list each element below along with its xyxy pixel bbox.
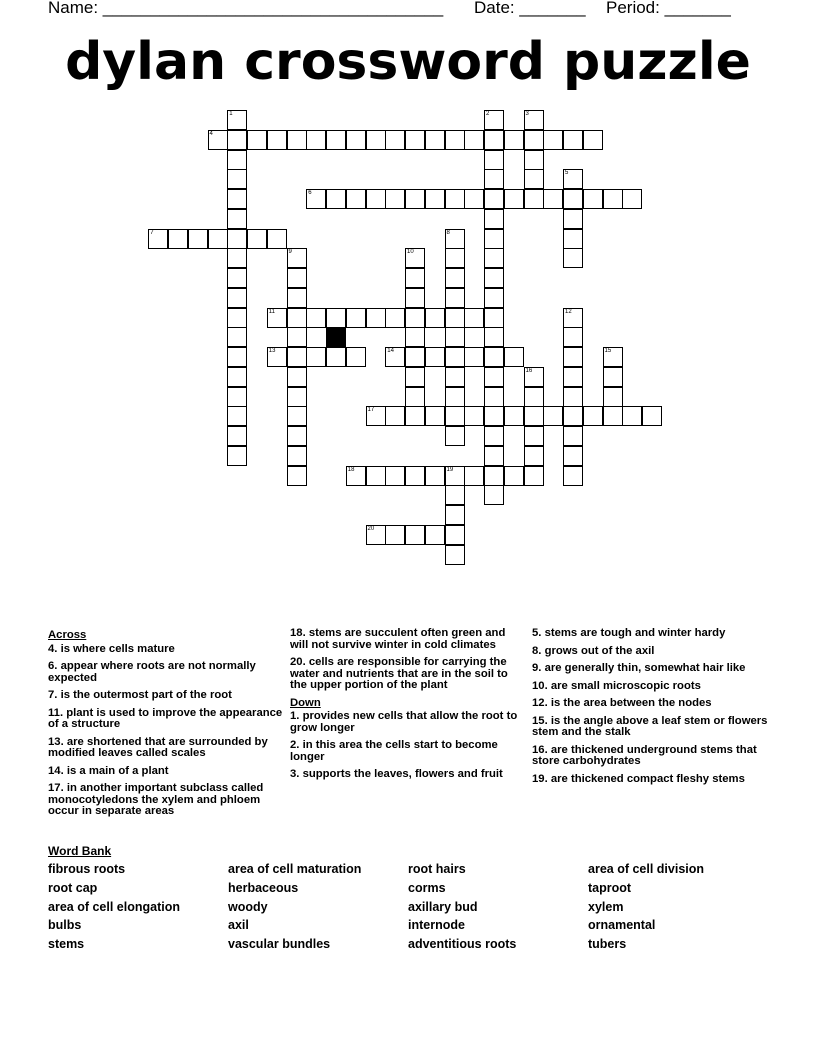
crossword-cell[interactable] [445,545,465,565]
crossword-cell[interactable] [484,308,504,328]
crossword-cell[interactable] [267,130,287,150]
clue [532,774,768,786]
crossword-cell[interactable] [464,189,484,209]
clue-text: are generally thin, somewhat hair like [544,662,746,674]
crossword-cell[interactable] [524,387,544,407]
crossword-cell[interactable] [287,248,307,268]
crossword-cell[interactable] [385,308,405,328]
clue-number: 14 [387,348,394,354]
crossword-cell[interactable] [366,130,386,150]
crossword-cell[interactable] [287,367,307,387]
crossword-cell[interactable] [227,387,247,407]
clue [48,690,284,702]
crossword-cell[interactable] [405,308,425,328]
word-bank-title: Word Bank [48,844,112,858]
crossword-cell[interactable] [306,308,326,328]
clue-text: plant is used to improve the appearance of a structure [48,706,283,730]
crossword-cell[interactable] [583,130,603,150]
clue-number: 11 [268,308,275,315]
crossword-cell[interactable] [464,406,484,426]
word-bank-item: area of cell division [588,862,705,876]
crossword-cell[interactable] [385,406,405,426]
crossword-cell[interactable] [287,308,307,328]
crossword-cell[interactable] [563,387,583,407]
crossword-cell[interactable] [445,248,465,268]
crossword-cell[interactable] [445,189,465,209]
clue [290,769,526,781]
crossword-cell[interactable] [366,308,386,328]
crossword-cell[interactable] [326,347,346,367]
crossword-cell[interactable] [464,466,484,486]
clue-number: 11. [48,706,67,719]
crossword-cell[interactable] [524,169,544,189]
crossword-cell[interactable] [504,130,524,150]
clue-number: 2 [486,111,490,117]
crossword-cell[interactable] [484,189,504,209]
crossword-cell[interactable] [563,466,583,486]
crossword-cell[interactable] [484,110,504,130]
crossword-cell[interactable] [563,189,583,209]
word-bank-item: area of cell maturation [228,862,362,876]
crossword-cell[interactable] [405,367,425,387]
crossword-cell[interactable] [445,229,465,249]
clue-number: 16. [532,743,551,756]
crossword-cell[interactable] [287,446,307,466]
clue-number: 10. [532,679,551,692]
word-bank-item: woody [228,899,268,914]
clue-number: 18 [347,466,355,473]
word-bank-item: ornamental [588,918,656,933]
word-bank-item: axillary bud [408,899,478,914]
crossword-cell[interactable] [524,150,544,170]
crossword-cell[interactable] [346,130,366,150]
crossword-cell[interactable] [484,288,504,308]
crossword-cell[interactable] [622,189,642,209]
crossword-cell[interactable] [366,525,386,545]
clue-text: stems are tough and winter hardy [544,627,726,639]
clue [532,646,768,658]
crossword-cell[interactable] [504,347,524,367]
crossword-cell[interactable] [563,367,583,387]
clue-text: cells are responsible for carrying the water and nutrients that are in the soil to the upper portion of the plant [290,656,508,691]
clue [532,716,768,739]
crossword-cell[interactable] [346,189,366,209]
clue-text: grows out of the axil [544,644,655,657]
clue-text: is where cells mature [60,642,175,655]
across-heading: Across [48,629,87,641]
crossword-cell[interactable] [287,426,307,446]
crossword-cell[interactable] [227,308,247,328]
crossword-cell[interactable] [484,327,504,347]
crossword-cell[interactable] [563,347,583,367]
crossword-cell[interactable] [425,130,445,150]
crossword-cell[interactable] [306,130,326,150]
down-heading: Down [290,696,321,709]
crossword-cell[interactable] [306,189,326,209]
clue [48,783,284,818]
clue [48,661,284,684]
crossword-cell[interactable] [563,426,583,446]
crossword-cell[interactable] [445,426,465,446]
crossword-cell[interactable] [366,406,386,426]
crossword-cell[interactable] [445,505,465,525]
crossword-cell[interactable] [267,229,287,249]
clue-text: is the area between the nodes [550,697,712,709]
crossword-cell[interactable] [484,268,504,288]
crossword-cell[interactable] [445,485,465,505]
clue-number: 16 [525,367,533,374]
crossword-cell[interactable] [227,426,247,446]
crossword-cell[interactable] [227,169,247,189]
crossword-cell[interactable] [603,347,623,367]
clue-number: 20 [367,525,375,532]
clue-number: 3. [290,768,303,780]
crossword-cell[interactable] [385,525,405,545]
crossword-cell[interactable] [287,387,307,407]
crossword-cell[interactable] [464,308,484,328]
crossword-cell[interactable] [227,130,247,150]
crossword-cell[interactable] [346,466,366,486]
crossword-cell[interactable] [425,347,445,367]
crossword-cell[interactable] [168,229,188,249]
crossword-cell[interactable] [326,130,346,150]
crossword-cell[interactable] [405,406,425,426]
crossword-cell[interactable] [405,189,425,209]
crossword-cell[interactable] [524,446,544,466]
clue [532,745,768,768]
crossword-cell[interactable] [287,406,307,426]
crossword-cell[interactable] [425,308,445,328]
crossword-cell[interactable] [148,229,168,249]
crossword-cell[interactable] [524,406,544,426]
clues-column-1 [48,628,284,824]
clue-number: 12 [565,308,572,315]
clue-number: 5. [532,627,545,639]
crossword-cell[interactable] [484,248,504,268]
crossword-cell[interactable] [543,130,563,150]
clue [48,766,284,778]
clue-number: 15 [604,348,612,354]
crossword-cell[interactable] [227,209,247,229]
crossword-cell[interactable] [227,347,247,367]
crossword-cell[interactable] [385,466,405,486]
crossword-cell[interactable] [405,268,425,288]
crossword-cell[interactable] [425,406,445,426]
crossword-cell[interactable] [484,387,504,407]
clue-text: appear where roots are not normally expected [48,660,256,684]
clue [48,737,284,760]
clue-number: 17. [48,782,67,794]
clue-number: 2. [290,739,303,751]
crossword-cell[interactable] [484,209,504,229]
crossword-cell[interactable] [563,229,583,249]
crossword-cell[interactable] [484,150,504,170]
across-clues-list [48,644,284,818]
crossword-cell[interactable] [405,466,425,486]
crossword-cell[interactable] [287,130,307,150]
crossword-cell[interactable] [524,189,544,209]
crossword-cell[interactable] [484,466,504,486]
clue-number: 15. [532,714,551,727]
word-bank-item: root hairs [408,862,466,876]
clue-text: supports the leaves, flowers and fruit [302,768,503,780]
crossword-cell[interactable] [208,130,228,150]
crossword-cell[interactable] [583,406,603,426]
crossword-cell[interactable] [524,110,544,130]
crossword-cell[interactable] [524,367,544,387]
crossword-cell[interactable] [603,367,623,387]
word-bank-item: area of cell elongation [48,899,180,914]
crossword-cell[interactable] [267,347,287,367]
clues-column-2 [290,628,526,787]
clue-number: 20. [290,656,309,668]
crossword-cell[interactable] [543,189,563,209]
word-bank-item: bulbs [48,918,82,933]
crossword-cell[interactable] [543,406,563,426]
word-bank-item: vascular bundles [228,937,331,952]
word-bank-item: internode [408,918,465,933]
crossword-cell[interactable] [504,189,524,209]
clue-number: 6 [308,190,312,196]
crossword-cell[interactable] [445,268,465,288]
clue-number: 13. [48,735,67,748]
clue [48,708,284,731]
crossword-cell[interactable] [484,485,504,505]
clue-number: 17 [367,407,375,414]
crossword-cell[interactable] [247,130,267,150]
crossword-cell[interactable] [188,229,208,249]
period-field[interactable]: Period: _______ [606,0,731,17]
crossword-cell[interactable] [227,110,247,130]
clue [532,698,768,710]
crossword-cell[interactable] [227,367,247,387]
crossword-cell[interactable] [385,347,405,367]
clue-number: 18. [290,627,309,639]
crossword-cell[interactable] [227,327,247,347]
clue-number: 8 [446,229,450,236]
clue-text: provides new cells that allow the root to grow longer [290,710,518,734]
crossword-cell[interactable] [445,327,465,347]
crossword-cell[interactable] [563,169,583,189]
clue-text: in this area the cells start to become longer [290,739,498,763]
clue [290,740,526,763]
clue [532,681,768,693]
crossword-cell[interactable] [563,248,583,268]
crossword-cell[interactable] [445,367,465,387]
clue [290,657,526,692]
date-field[interactable]: Date: _______ [474,0,586,17]
crossword-cell[interactable] [326,308,346,328]
crossword-cell[interactable] [247,229,267,249]
crossword-cell[interactable] [287,288,307,308]
crossword-cell[interactable] [563,308,583,328]
crossword-cell[interactable] [405,387,425,407]
crossword-cell[interactable] [306,347,326,367]
word-bank-item: xylem [588,899,624,914]
word-bank-item: root cap [48,880,98,895]
crossword-cell[interactable] [326,189,346,209]
clue-number: 8. [532,644,545,657]
crossword-cell[interactable] [346,347,366,367]
page-title: dylan crossword puzzle [65,32,751,92]
crossword-cell[interactable] [642,406,662,426]
down-clues-list-continued [532,628,768,785]
crossword-cell[interactable] [445,347,465,367]
crossword-cell[interactable] [563,209,583,229]
crossword-cell[interactable] [583,189,603,209]
crossword-cell[interactable] [563,406,583,426]
clue-number: 7 [150,229,154,236]
clue-text: are thickened underground stems that store carbohydrates [532,743,757,767]
clue-text: are small microscopic roots [550,679,701,692]
crossword-cell[interactable] [563,446,583,466]
crossword-cell[interactable] [603,387,623,407]
down-clues-list [290,711,526,781]
crossword-cell[interactable] [445,466,465,486]
word-bank-item: adventitious roots [408,937,517,952]
clue-number: 12. [532,697,551,709]
clue-number: 3 [525,111,529,117]
crossword-cell[interactable] [287,268,307,288]
crossword-cell[interactable] [464,130,484,150]
across-clues-list-continued [290,628,526,692]
crossword-cell[interactable] [366,466,386,486]
crossword-cell[interactable] [405,288,425,308]
crossword-cell[interactable] [504,466,524,486]
crossword-cell[interactable] [405,248,425,268]
crossword-cell[interactable] [405,347,425,367]
crossword-cell[interactable] [445,525,465,545]
crossword-cell[interactable] [603,406,623,426]
clue-number: 1 [229,111,233,117]
crossword-cell[interactable] [405,130,425,150]
word-bank-item: fibrous roots [48,862,126,876]
crossword-cell[interactable] [445,387,465,407]
crossword-cell[interactable] [405,525,425,545]
crossword-cell[interactable] [208,229,228,249]
clue-number: 13 [268,348,276,354]
word-bank-item: corms [408,880,446,895]
clue [48,644,284,656]
word-bank-item: tubers [588,937,627,952]
word-bank-item: herbaceous [228,880,299,895]
crossword-cell[interactable] [484,446,504,466]
clue-text: is the outermost part of the root [60,689,232,701]
crossword-cell[interactable] [287,347,307,367]
crossword-cell[interactable] [484,426,504,446]
crossword-cell[interactable] [227,406,247,426]
crossword-cell[interactable] [385,130,405,150]
clue-number: 4. [48,642,61,655]
word-bank-item: taproot [588,880,632,895]
crossword-cell[interactable] [445,308,465,328]
crossword-cell[interactable] [504,406,524,426]
name-field[interactable]: Name: ____________________________________ [48,0,444,17]
clue-text: in another important subclass called monocotyledons the xylem and phloem occur in separate areas [48,782,264,817]
clue-text: is the angle above a leaf stem or flowers stem and the stalk [532,714,768,738]
clue-number: 19. [532,772,551,785]
clue-number: 9 [288,249,292,256]
clue-number: 7. [48,689,61,701]
crossword-cell[interactable] [227,446,247,466]
crossword-cell[interactable] [524,130,544,150]
crossword-cell[interactable] [524,426,544,446]
crossword-cell[interactable] [464,347,484,367]
crossword-cell[interactable] [227,189,247,209]
clue-text: are thickened compact fleshy stems [550,772,745,785]
crossword-cell[interactable] [484,229,504,249]
clue-number: 14. [48,764,67,777]
crossword-cell[interactable] [227,150,247,170]
crossword-cell[interactable] [484,367,504,387]
word-bank-item: axil [228,918,249,933]
crossword-cell[interactable] [445,130,465,150]
crossword-cell[interactable] [445,288,465,308]
clue-number: 19 [446,466,454,473]
crossword-cell[interactable] [484,347,504,367]
crossword-cell[interactable] [622,406,642,426]
crossword-cell[interactable] [346,308,366,328]
clue [532,663,768,675]
clue-text: stems are succulent often green and will not survive winter in cold climates [290,627,506,651]
crossword-cell[interactable] [484,169,504,189]
clue-number: 1. [290,710,303,722]
crossword-cell[interactable] [405,327,425,347]
crossword-cell[interactable] [563,327,583,347]
clues-column-3 [532,628,768,791]
crossword-black-cell [326,327,346,347]
clue-number: 10 [407,249,414,256]
crossword-cell[interactable] [524,466,544,486]
clue-text: are shortened that are surrounded by modified leaves called scales [48,735,268,759]
crossword-cell[interactable] [227,288,247,308]
crossword-cell[interactable] [385,189,405,209]
clue-number: 9. [532,662,545,674]
crossword-cell[interactable] [484,406,504,426]
clue-number: 4 [209,130,213,137]
crossword-cell[interactable] [366,189,386,209]
crossword-cell[interactable] [425,525,445,545]
clue [290,628,526,651]
clue-number: 6. [48,660,61,672]
word-bank-item: stems [48,937,85,952]
crossword-cell[interactable] [227,268,247,288]
crossword-cell[interactable] [563,130,583,150]
crossword-cell[interactable] [603,189,623,209]
crossword-cell[interactable] [287,327,307,347]
crossword-cell[interactable] [287,466,307,486]
clue [290,711,526,734]
crossword-cell[interactable] [227,229,247,249]
clue-number: 5 [565,170,569,177]
crossword-cell[interactable] [445,406,465,426]
crossword-cell[interactable] [267,308,287,328]
crossword-cell[interactable] [425,466,445,486]
crossword-cell[interactable] [227,248,247,268]
crossword-cell[interactable] [425,189,445,209]
crossword-cell[interactable] [484,130,504,150]
clue [532,628,768,640]
clue-text: is a main of a plant [66,764,169,777]
